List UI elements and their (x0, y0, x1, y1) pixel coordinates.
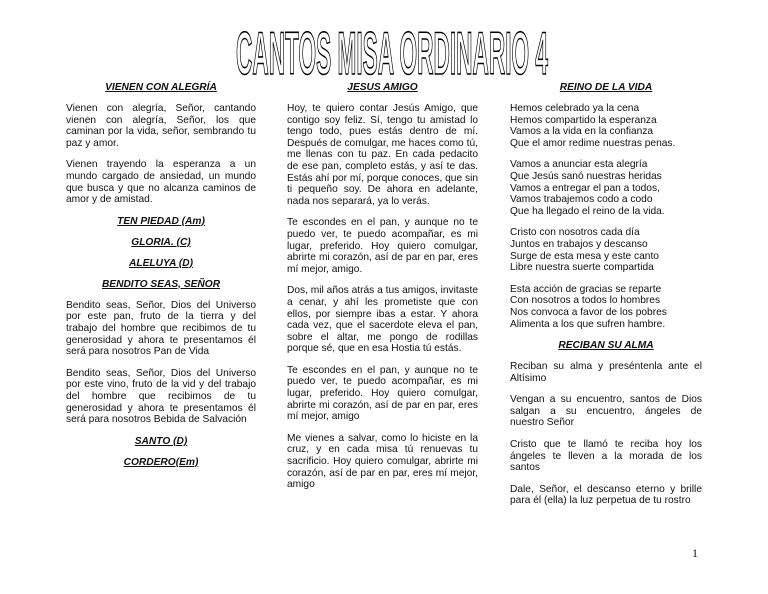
song-heading-santo: SANTO (D) (134, 435, 188, 447)
reciban-verse-4: Dale, Señor, el descanso eterno y brille para él (ella) la luz perpetua de tu rostro (510, 483, 702, 507)
song-heading-aleluya: ALELUYA (D) (129, 257, 193, 269)
page-title (232, 18, 552, 82)
reino-stanza-2: Vamos a anunciar esta alegría Que Jesús sanó nuestras heridas Vamos a entregar el pan a todos, Vamos trabajemos codo a codo Que ha llegado el reino de la vida. (510, 159, 665, 217)
bendito-pan-prayer: Bendito seas, Señor, Dios del Universo por este pan, fruto de la tierra y del trabajo del hombre que recibimos de tu generosidad y ahora te presentamos él será para nosotros Pan de Vida (66, 299, 256, 358)
song-heading-ten-piedad: TEN PIEDAD (Am) (117, 215, 205, 227)
reino-stanza-1: Hemos celebrado ya la cena Hemos compartido la esperanza Vamos a la vida en la confianza Que el amor redime nuestras penas. (510, 103, 676, 149)
song-heading-vienen: VIENEN CON ALEGRÍA (105, 82, 217, 93)
jesus-amigo-chorus-2: Te escondes en el pan, y aunque no te puedo ver, te puedo acompañar, es mi lugar, preferido. Hoy quiero comulgar, abrirte mi corazón, así de par en par, eres mí mejor, amigo (287, 364, 478, 423)
jesus-amigo-verse-3: Me vienes a salvar, como lo hiciste en la cruz, y en cada misa tú renuevas tu sacrificio. Hoy quiero comulgar, abrirte mi corazón, así de par en par, eres mí mejor, amigo (287, 432, 478, 491)
reino-stanza-3: Cristo con nosotros cada día Juntos en trabajos y descanso Surge de esta mesa y este canto Libre nuestra suerte compartida (510, 227, 659, 274)
song-heading-gloria: GLORIA. (C) (131, 236, 191, 248)
title-text: CANTOS MISA ORDINARIO 4 (236, 20, 549, 82)
reciban-verse-2: Vengan a su encuentro, santos de Dios salgan a su encuentro, ángeles de nuestro Señor (510, 394, 702, 429)
column-right (510, 78, 702, 517)
column-left (66, 78, 256, 478)
reciban-verse-3: Cristo que te llamó te reciba hoy los ángeles te lleven a la morada de los santos (510, 439, 702, 474)
bendito-vino-prayer: Bendito seas, Señor, Dios del Universo por este vino, fruto de la vid y del trabajo del hombre que recibimos de tu generosidad y ahora te presentamos él será para nosotros Bebida de Salvación (66, 367, 256, 426)
song-heading-jesus-amigo: JESUS AMIGO (347, 82, 418, 93)
jesus-amigo-verse-2: Dos, mil años atrás a tus amigos, invitaste a cenar, y ahí les prometiste que con ellos, por siempre ibas a estar. Y ahora cada vez, que el sacerdote eleva el pan, sobre el altar, me pongo de rodillas porque sé, que en esa Hostia tú estás. (287, 285, 478, 355)
song-heading-cordero: CORDERO(Em) (123, 456, 199, 468)
vienen-verse-1: Vienen con alegría, Señor, cantando vienen con alegría, Señor, los que caminan por la vida, señor, sembrando tu paz y amor. (66, 103, 256, 149)
vienen-verse-2: Vienen trayendo la esperanza a un mundo cargado de ansiedad, un mundo que busca y que no alcanza caminos de amor y de amistad. (66, 159, 256, 206)
song-heading-reino: REINO DE LA VIDA (559, 82, 653, 93)
reciban-verse-1: Reciban su alma y preséntenla ante el Altísimo (510, 361, 702, 384)
song-heading-reciban: RECIBAN SU ALMA (558, 340, 654, 352)
column-middle (287, 78, 478, 501)
reino-stanza-4: Esta acción de gracias se reparte Con nosotros a todos lo hombres Nos convoca a favor de los pobres Alimenta a los que sufren hambre. (510, 283, 667, 330)
jesus-amigo-chorus-1: Te escondes en el pan, y aunque no te puedo ver, te puedo acompañar, es mi lugar, preferido. Hoy quiero comulgar, abrirte mi corazón, así de par en par, eres mí mejor, amigo. (287, 217, 478, 275)
song-heading-bendito: BENDITO SEAS, SEÑOR (101, 278, 221, 290)
jesus-amigo-verse-1: Hoy, te quiero contar Jesús Amigo, que contigo soy feliz. Sí, tengo tu amistad lo tengo todo, pues estás dentro de mí. Después de comulgar, me haces como tú, me llenas con tu paz. En cada pedacito de ese pan, completo estás, y así te das. Estás ahí por mí, porque conoces, que sin ti pequeño soy. De ahora en adelante, nada nos separará, ya lo verás. (287, 103, 478, 207)
page-number: 1 (692, 546, 698, 560)
